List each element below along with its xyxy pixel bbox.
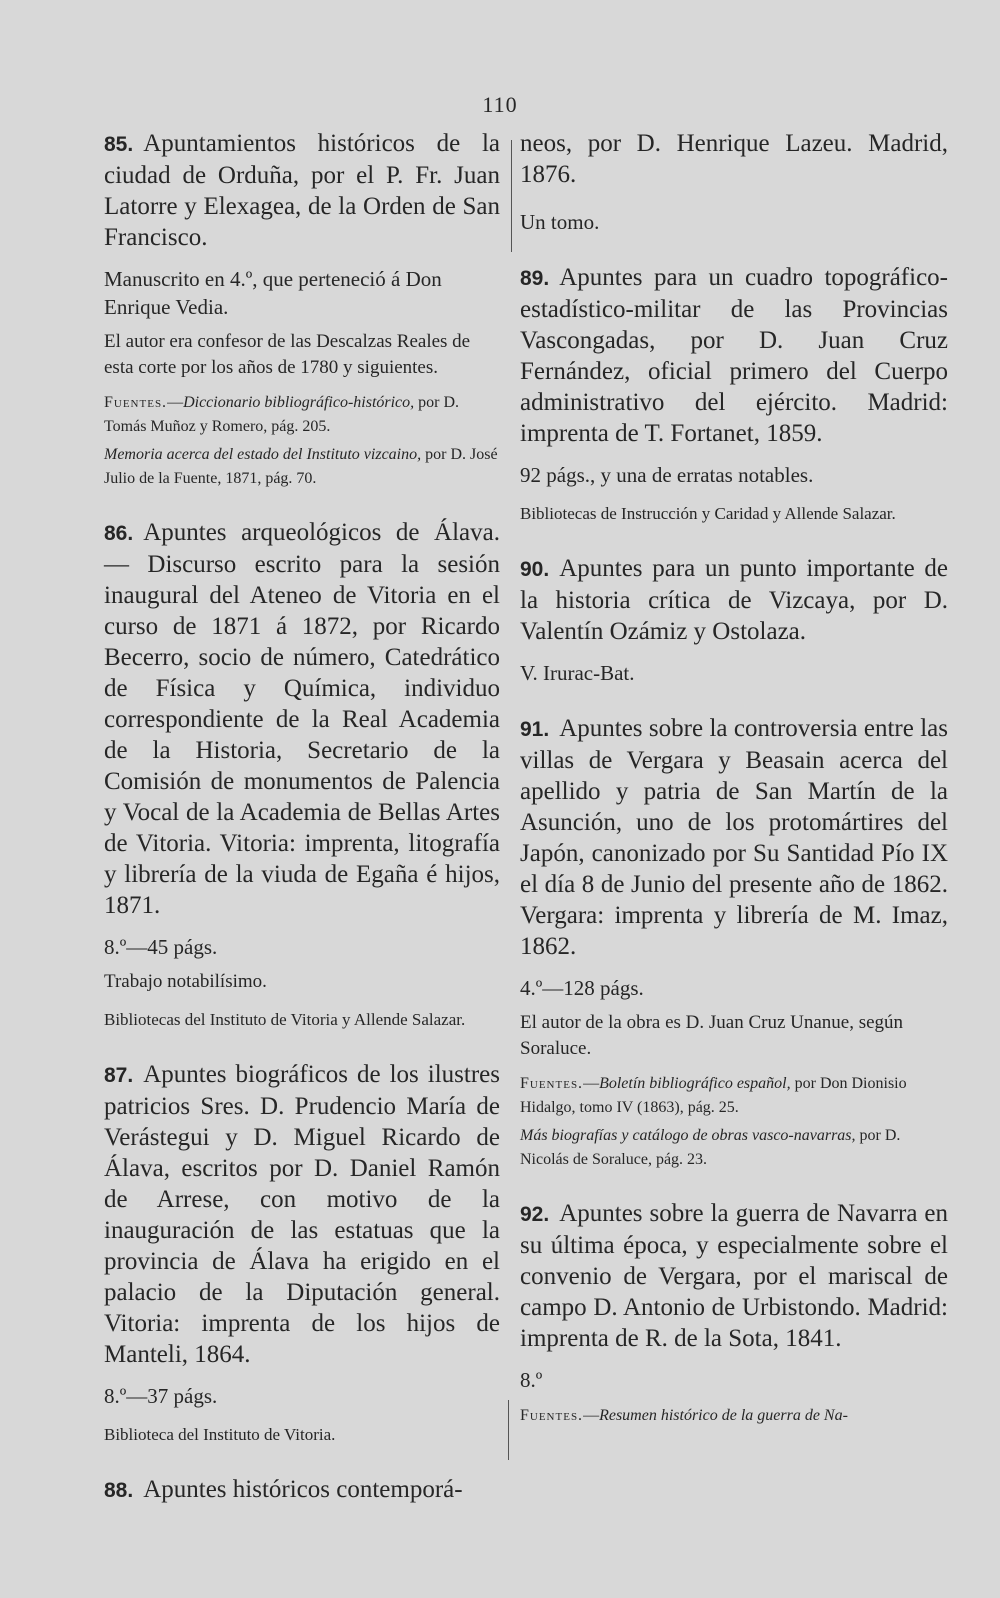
entry-number: 86. (104, 522, 134, 545)
entry-title-text: Apuntes sobre la guerra de Navarra en su última época, y especialmente sobre el convenio de Vergara, por el mariscal de campo D. Antonio de Urbistondo. Madrid: imprenta de R. de la Sota, 1841. (520, 1200, 948, 1352)
entry-note: El autor era confesor de las Descalzas Reales de esta corte por los años de 1780 y siguientes. (104, 331, 471, 378)
entry-title (520, 1198, 948, 1354)
entry-source (520, 1072, 948, 1120)
source-title: Diccionario bibliográfico-histórico, (183, 394, 415, 411)
entry-description: 8.º—45 págs. (104, 935, 218, 959)
entry-title-text: Apuntes para un punto importante de la historia crítica de Vizcaya, por D. Valentín Ozámiz y Ostolaza. (520, 555, 948, 645)
entry-86 (104, 517, 500, 1033)
source-detail: por Don Dionisio Hidalgo, tomo IV (1863), pág. 25. (520, 1075, 907, 1116)
entry-title-text: Apuntes sobre la controversia entre las villas de Vergara y Beasain acerca del apellido y patria de San Martín de la Asunción, uno de los protomártires del Japón, canonizado por Su Santidad Pío IX el día 8 de Junio del presente año de 1862. Vergara: imprenta y librería de M. Imaz, 1862. (520, 715, 948, 960)
source-title: Boletín bibliográfico español, (599, 1075, 791, 1092)
source-detail: por D. Nicolás de Soraluce, pág. 23. (520, 1127, 901, 1168)
entry-90 (520, 553, 948, 687)
source-label: Fuentes. (104, 394, 168, 411)
entry-title-text: Apuntamientos históricos de la ciudad de Orduña, por el P. Fr. Juan Latorre y Elexagea, de la Orden de San Francisco. (104, 130, 500, 251)
column-divider-bottom (508, 1400, 509, 1460)
entry-85 (104, 128, 500, 491)
source-dash: — (583, 1075, 600, 1092)
entry-description: 8.º (520, 1368, 543, 1392)
entry-number: 85. (104, 133, 134, 156)
source-dash: — (583, 1407, 600, 1424)
entry-title (520, 262, 948, 449)
entry-description: 8.º—37 págs. (104, 1384, 218, 1408)
entry-number: 91. (520, 718, 550, 741)
entry-source (520, 1124, 948, 1172)
entry-title (520, 553, 948, 647)
entry-title (104, 1474, 500, 1506)
entry-source (104, 391, 500, 439)
entry-number: 87. (104, 1064, 134, 1087)
source-detail: por D. José Julio de la Fuente, 1871, pág. 70. (104, 446, 498, 487)
entry-number: 90. (520, 558, 550, 581)
entry-91 (520, 713, 948, 1172)
source-title: Más biografías y catálogo de obras vasco-navarras, (520, 1127, 856, 1144)
entry-description: 4.º—128 págs. (520, 976, 644, 1000)
entry-87 (104, 1059, 500, 1448)
source-label: Fuentes. (520, 1075, 584, 1092)
column-divider (511, 140, 512, 252)
entry-title-text: Apuntes biográficos de los ilustres patricios Sres. D. Prudencio María de Verástegui y D. Miguel Ricardo de Álava, escritos por D. Daniel Ramón de Arrese, con motivo de la inauguración de las estatuas que la provincia de Álava ha erigido en el palacio de la Diputación general. Vitoria: imprenta de los hijos de Manteli, 1864. (104, 1061, 500, 1368)
entry-note: El autor de la obra es D. Juan Cruz Unanue, según Soraluce. (520, 1012, 904, 1059)
entry-title-text: Apuntes arqueológicos de Álava. — Discurso escrito para la sesión inaugural del Ateneo de Vitoria en el curso de 1871 á 1872, por Ricardo Becerro, socio de número, Catedrático de Física y Química, individuo correspondiente de la Real Academia de la Historia, Secretario de la Comisión de monumentos de Palencia y Vocal de la Academia de Bellas Artes de Vitoria. Vitoria: imprenta, litografía y librería de la viuda de Egaña é hijos, 1871. (104, 519, 500, 919)
entry-source (520, 1404, 948, 1428)
source-detail: por D. Tomás Muñoz y Romero, pág. 205. (104, 394, 460, 435)
entry-number: 89. (520, 267, 550, 290)
source-title: Resumen histórico de la guerra de Na- (599, 1407, 848, 1424)
entry-number: 88. (104, 1479, 134, 1502)
entry-source (104, 443, 500, 491)
entry-88-continued (520, 128, 948, 236)
entry-description: 92 págs., y una de erratas notables. (520, 463, 814, 487)
entry-note: Trabajo notabilísimo. (104, 971, 267, 992)
entry-title (104, 1059, 500, 1370)
entry-number: 92. (520, 1203, 550, 1226)
entry-title (104, 128, 500, 253)
entry-92 (520, 1198, 948, 1428)
entry-library: Bibliotecas del Instituto de Vitoria y Allende Salazar. (104, 1010, 466, 1029)
entry-title-text: Apuntes históricos contemporá- (143, 1476, 463, 1503)
entry-88 (104, 1474, 500, 1506)
left-column (104, 128, 500, 1532)
entry-title-text: Apuntes para un cuadro topográfico-estadístico-militar de las Provincias Vascongadas, por D. Juan Cruz Fernández, oficial primero del Cuerpo administrativo del ejército. Madrid: imprenta de T. Fortanet, 1859. (520, 264, 948, 447)
page-number: 110 (482, 92, 518, 117)
entry-library: Bibliotecas de Instrucción y Caridad y Allende Salazar. (520, 504, 896, 523)
entry-description: Manuscrito en 4.º, que perteneció á Don Enrique Vedia. (104, 267, 442, 319)
entry-title (104, 517, 500, 921)
entry-title (520, 713, 948, 962)
source-label: Fuentes. (520, 1407, 584, 1424)
source-dash: — (167, 394, 184, 411)
entry-library: Biblioteca del Instituto de Vitoria. (104, 1425, 336, 1444)
entry-description: V. Irurac-Bat. (520, 661, 635, 685)
entry-description: Un tomo. (520, 210, 600, 234)
entry-89 (520, 262, 948, 527)
right-column (520, 128, 948, 1454)
entry-title-continued: neos, por D. Henrique Lazeu. Madrid, 1876. (520, 130, 948, 188)
source-title: Memoria acerca del estado del Instituto vizcaino, (104, 446, 422, 463)
